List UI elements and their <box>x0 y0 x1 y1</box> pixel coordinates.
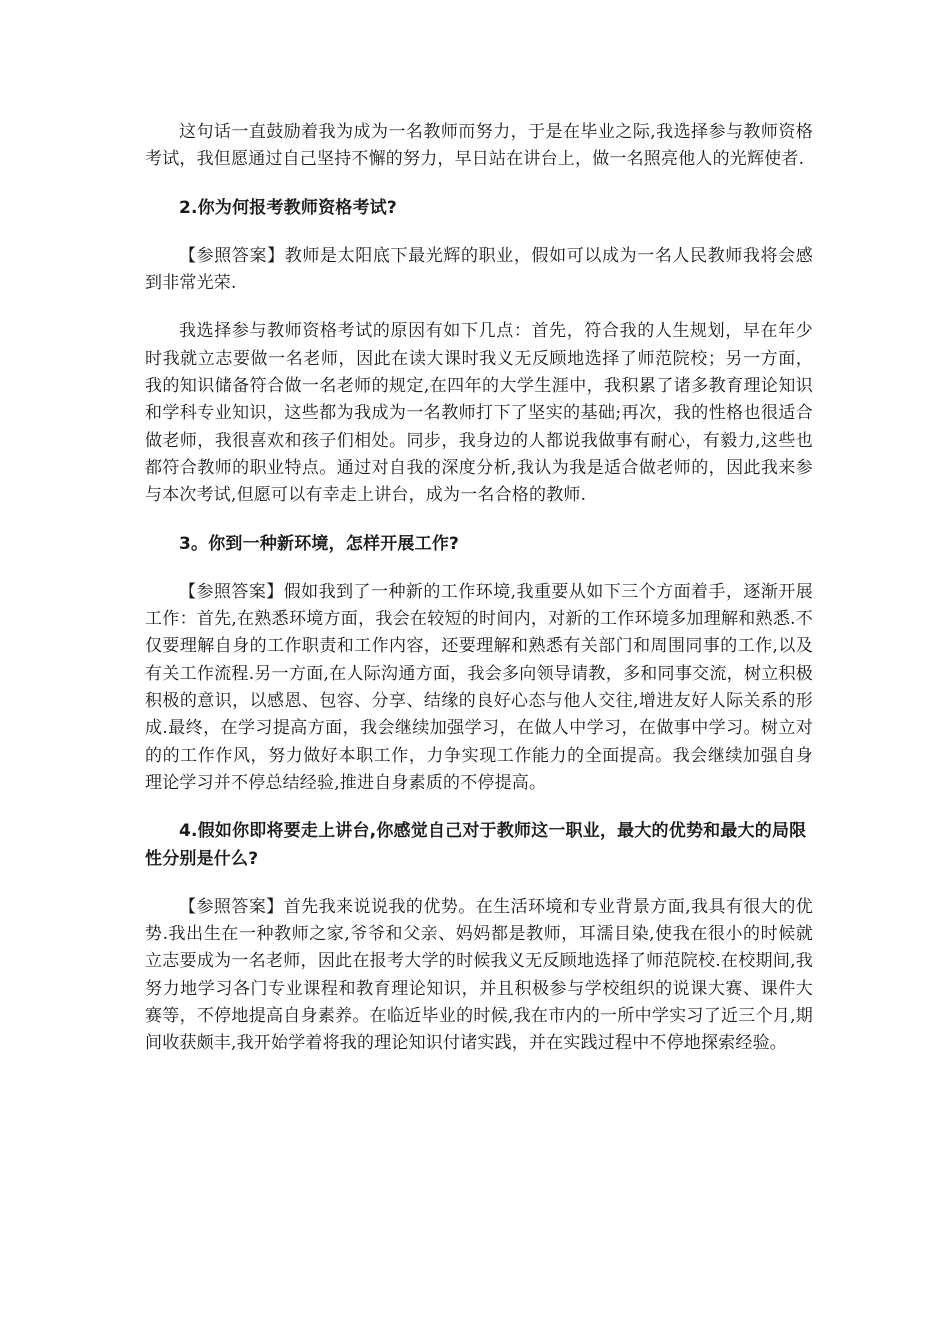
paragraph: 我选择参与教师资格考试的原因有如下几点：首先，符合我的人生规划，早在年少时我就立志要做一名老师，因此在读大课时我义无反顾地选择了师范院校；另一方面，我的知识储备符合做一名老师的规定,在四年的大学生涯中，我积累了诸多教育理论知识和学科专业知识，这些都为我成为一名教师打下了坚实的基础;再次，我的性格也很适合做老师，我很喜欢和孩子们相处。同步，我身边的人都说我做事有耐心，有毅力,这些也都符合教师的职业特点。通过对自我的深度分析,我认为我是适合做老师的，因此我来参与本次考试,但愿可以有幸走上讲台，成为一名合格的教师. <box>145 321 813 506</box>
question-heading: 4.假如你即将要走上讲台,你感觉自己对于教师这一职业，最大的优势和最大的局限性分别是什么? <box>145 821 807 869</box>
question-heading: 2.你为何报考教师资格考试? <box>179 197 397 218</box>
paragraph: 【参照答案】假如我到了一种新的工作环境,我重要从如下三个方面着手，逐渐开展工作：首先,在熟悉环境方面，我会在较短的时间内，对新的工作环境多加理解和熟悉.不仅要理解自身的工作职责和工作内容，还要理解和熟悉有关部门和周围同事的工作,以及有关工作流程.另一方面,在人际沟通方面，我会多向领导请教，多和同事交流，树立积极积极的意识，以感恩、包容、分享、结缘的良好心态与他人交往,增进友好人际关系的形成.最终，在学习提高方面，我会继续加强学习，在做人中学习，在做事中学习。树立对的的工作作风，努力做好本职工作，力争实现工作能力的全面提高。我会继续加强自身理论学习并不停总结经验,推进自身素质的不停提高。 <box>145 581 813 793</box>
paragraph: 这句话一直鼓励着我为成为一名教师而努力，于是在毕业之际,我选择参与教师资格考试，我但愿通过自己坚持不懈的努力，早日站在讲台上，做一名照亮他人的光辉使者. <box>145 122 813 170</box>
paragraph: 【参照答案】首先我来说说我的优势。在生活环境和专业背景方面,我具有很大的优势.我出生在一种教师之家,爷爷和父亲、妈妈都是教师，耳濡目染,使我在很小的时候就立志要成为一名老师，因此在报考大学的时候我义无反顾地选择了师范院校.在校期间,我努力地学习各门专业课程和教育理论知识，并且积极参与学校组织的说课大赛、课件大赛等，不停地提高自身素养。在临近毕业的时候,我在市内的一所中学实习了近三个月,期间收获颇丰,我开始学着将我的理论知识付诸实践，并在实践过程中不停地探索经验。 <box>145 896 813 1054</box>
question-heading: 3。你到一种新环境，怎样开展工作? <box>179 533 460 554</box>
document-body <box>145 119 813 1079</box>
paragraph: 【参照答案】教师是太阳底下最光辉的职业，假如可以成为一名人民教师我将会感到非常光荣. <box>145 245 813 294</box>
